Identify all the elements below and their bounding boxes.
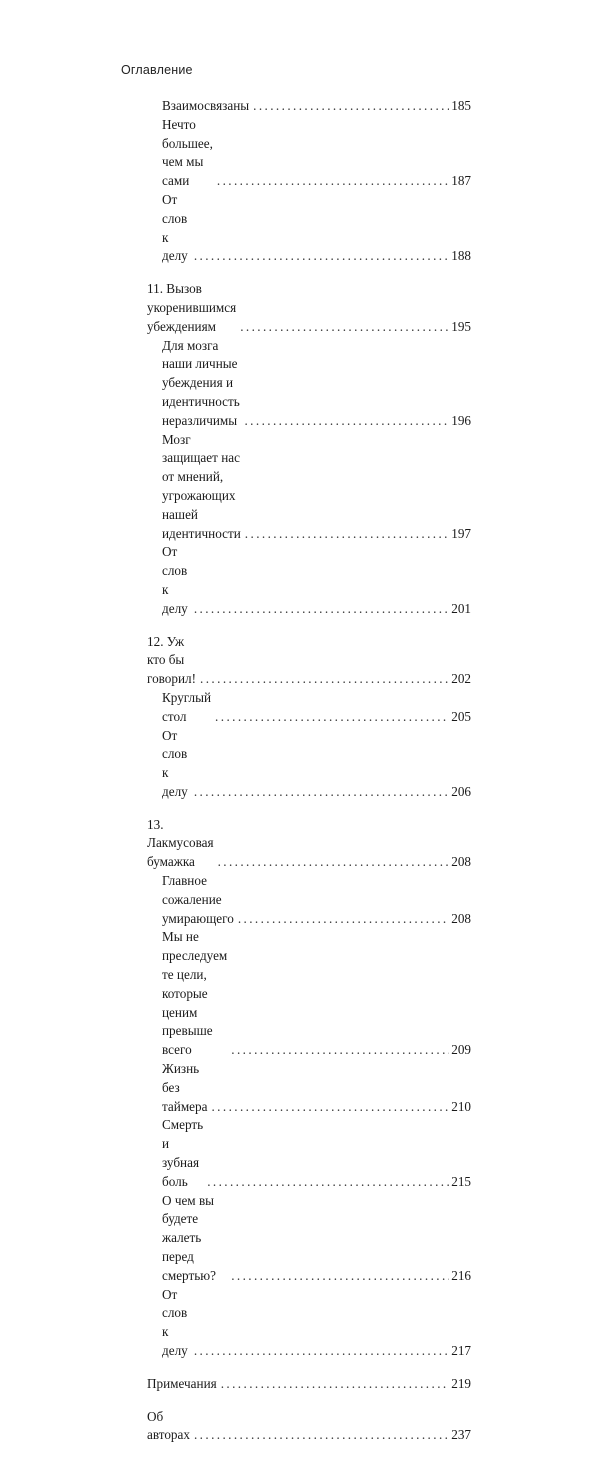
toc-entry <box>147 116 471 191</box>
leader-dots <box>231 1267 449 1286</box>
toc-entry-title: От слов к делу <box>162 191 188 264</box>
toc-entry-title: Круглый стол <box>162 689 212 724</box>
leader-dots <box>194 783 449 802</box>
toc-chapter-page: 202 <box>451 671 471 687</box>
toc-entry-page: 206 <box>451 783 471 799</box>
toc-group <box>147 280 471 618</box>
toc-entry-page: 201 <box>451 600 471 616</box>
toc-entry <box>147 1060 471 1116</box>
table-of-contents <box>147 97 471 1459</box>
toc-group <box>147 1375 471 1394</box>
toc-entry-page: 187 <box>451 173 471 189</box>
toc-chapter <box>147 1375 471 1394</box>
leader-dots <box>194 247 449 266</box>
leader-dots <box>215 708 449 727</box>
toc-entry <box>147 97 471 116</box>
toc-entry-title: Нечто большее, чем мы сами <box>162 116 213 189</box>
toc-chapter <box>147 633 471 689</box>
toc-entry <box>147 1116 471 1191</box>
toc-chapter-page: 219 <box>451 1375 471 1391</box>
toc-entry-title: От слов к делу <box>162 1286 188 1358</box>
toc-entry <box>147 727 471 802</box>
toc-entry-title: Главное сожаление умирающего <box>162 873 234 926</box>
leader-dots <box>240 318 449 337</box>
leader-dots <box>253 97 449 116</box>
toc-chapter <box>147 816 471 872</box>
toc-entry <box>147 191 471 266</box>
toc-chapter-page: 208 <box>451 854 471 870</box>
toc-entry-page: 205 <box>451 708 471 724</box>
leader-dots <box>245 525 449 544</box>
toc-entry <box>147 337 471 431</box>
toc-entry-page: 215 <box>451 1173 471 1189</box>
leader-dots <box>217 172 449 191</box>
toc-entry-page: 188 <box>451 248 471 264</box>
toc-chapter-page: 195 <box>451 318 471 334</box>
toc-chapter-title: Примечания <box>147 1375 217 1391</box>
running-head: Оглавление <box>121 63 193 77</box>
toc-entry <box>147 689 471 727</box>
toc-entry-title: Смерть и зубная боль <box>162 1117 204 1189</box>
toc-chapter-title: 13. Лакмусовая бумажка <box>147 816 214 870</box>
leader-dots <box>218 853 450 872</box>
toc-entry <box>147 928 471 1060</box>
toc-entry-title: Жизнь без таймера <box>162 1061 208 1114</box>
toc-group <box>147 816 471 1361</box>
toc-chapter-title: 11. Вызов укоренившимся убеждениям <box>147 281 237 334</box>
toc-entry-page: 197 <box>451 525 471 541</box>
toc-entry-page: 196 <box>451 412 471 428</box>
toc-entry-page: 209 <box>451 1042 471 1058</box>
toc-entry <box>147 1192 471 1286</box>
leader-dots <box>200 670 449 689</box>
toc-entry <box>147 543 471 618</box>
toc-entry-page: 217 <box>451 1343 471 1358</box>
leader-dots <box>244 412 449 431</box>
toc-entry <box>147 431 471 544</box>
toc-entry-title: Мозг защищает нас от мнений, угрожающих нашей идентичности <box>162 431 241 541</box>
toc-group <box>147 97 471 266</box>
toc-entry-page: 210 <box>451 1098 471 1114</box>
leader-dots <box>221 1375 450 1394</box>
leader-dots <box>238 910 449 929</box>
toc-chapter-title: Об авторах <box>147 1408 190 1443</box>
toc-group <box>147 1408 471 1446</box>
leader-dots <box>194 1342 449 1361</box>
toc-chapter <box>147 280 471 336</box>
toc-chapter <box>147 1408 471 1446</box>
toc-group <box>147 633 471 802</box>
toc-entry-title: Взаимосвязаны <box>162 98 250 113</box>
toc-entry-title: О чем вы будете жалеть перед смертью? <box>162 1192 216 1283</box>
toc-entry-title: Для мозга наши личные убеждения и идентичность неразличимы <box>162 337 240 428</box>
toc-chapter-title: 12. Уж кто бы говорил! <box>147 633 197 687</box>
toc-entry-page: 185 <box>451 98 471 113</box>
leader-dots <box>194 1426 449 1445</box>
leader-dots <box>231 1041 449 1060</box>
toc-entry-page: 216 <box>451 1267 471 1283</box>
leader-dots <box>194 600 449 619</box>
toc-entry-title: Мы не преследуем те цели, которые ценим превыше всего <box>162 929 228 1058</box>
leader-dots <box>207 1173 449 1192</box>
toc-entry <box>147 872 471 928</box>
leader-dots <box>211 1098 449 1117</box>
toc-entry <box>147 1286 471 1361</box>
toc-entry-page: 208 <box>451 910 471 926</box>
toc-entry-title: От слов к делу <box>162 544 188 616</box>
toc-entry-title: От слов к делу <box>162 727 188 799</box>
toc-chapter-page: 237 <box>451 1427 471 1443</box>
